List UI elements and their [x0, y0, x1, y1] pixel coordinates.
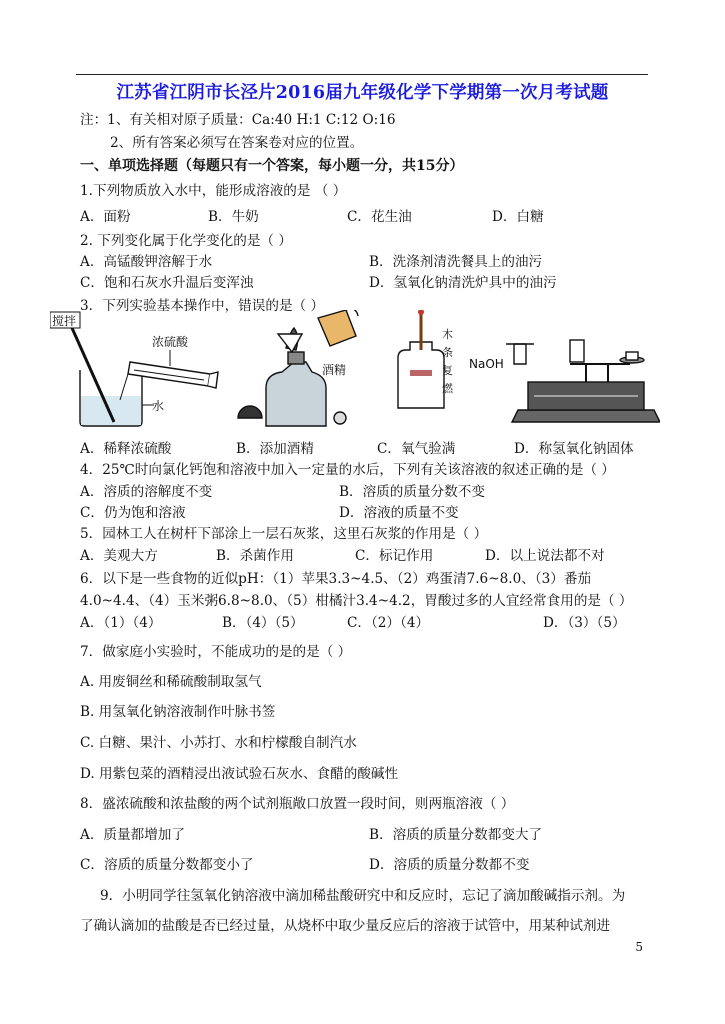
question-3-option-b: B．添加酒精	[236, 441, 314, 457]
figure-d-naoh-label: NaOH	[469, 357, 504, 371]
question-3-figures	[50, 310, 660, 435]
question-7-option-d: D. 用紫包菜的酒精浸出液试验石灰水、食醋的酸碱性	[80, 766, 399, 782]
question-4-option-d: D．溶液的质量不变	[339, 505, 459, 521]
lab-operations-illustration	[50, 310, 660, 435]
figure-a-acid-label: 浓硫酸	[152, 335, 189, 349]
question-6-option-d: D．（3）（5）	[543, 615, 626, 631]
question-2-option-b: B．洗涤剂清洗餐具上的油污	[369, 254, 543, 270]
question-9-line-2: 了确认滴加的盐酸是否已经过量，从烧杯中取少量反应后的溶液于试管中，用某种试剂进	[80, 918, 611, 934]
question-7-option-b: B. 用氢氧化钠溶液制作叶脉书签	[80, 704, 276, 720]
question-3-stem: 3．下列实验基本操作中，错误的是（ ）	[80, 298, 325, 314]
question-8-option-c: C．溶质的质量分数都变小了	[80, 857, 254, 873]
question-5-option-b: B．杀菌作用	[216, 548, 294, 564]
figure-a-stir-label: 搅拌	[52, 314, 77, 328]
question-6-option-a: A．（1）（4）	[80, 615, 162, 631]
question-6-option-c: C．（2）（4）	[347, 615, 430, 631]
question-1-option-c: C．花生油	[347, 209, 412, 225]
question-8-stem: 8．盛浓硫酸和浓盐酸的两个试剂瓶敞口放置一段时间，则两瓶溶液（ ）	[80, 796, 515, 812]
question-4-option-c: C．仍为饱和溶液	[80, 505, 186, 521]
question-6-stem-line-2: 4.0~4.4、（4）玉米粥6.8~8.0、（5）柑橘汁3.4~4.2，胃酸过多的人宜经常食用的是（ ）	[80, 593, 633, 609]
question-3-option-c: C．氧气验满	[377, 441, 456, 457]
figure-c-label-1: 木	[442, 328, 453, 341]
figure-a-dilution	[72, 328, 218, 426]
question-8-option-b: B．溶质的质量分数都变大了	[369, 827, 543, 843]
question-3-option-a: A．稀释浓硫酸	[80, 441, 172, 457]
question-8-option-a: A．质量都增加了	[80, 827, 185, 843]
question-2-option-c: C．饱和石灰水升温后变浑浊	[80, 275, 254, 291]
question-4-option-a: A．溶质的溶解度不变	[80, 484, 213, 500]
figure-c-label-3: 复	[442, 364, 453, 377]
question-2-option-d: D．氢氧化钠清洗炉具中的油污	[369, 275, 557, 291]
question-9-line-1: 9．小明同学往氢氧化钠溶液中滴加稀盐酸研究中和反应时，忘记了滴加酸碱指示剂。为	[100, 888, 626, 904]
note-line-2: 2、所有答案必须写在答案卷对应的位置。	[110, 135, 364, 151]
question-5-option-d: D．以上说法都不对	[485, 548, 605, 564]
page-number: 5	[635, 940, 643, 954]
figure-c-oxygen-bottle	[398, 310, 444, 408]
question-7-stem: 7．做家庭小实验时，不能成功的是的是（ ）	[80, 644, 352, 660]
question-6-stem-line-1: 6．以下是一些食物的近似pH：（1）苹果3.3~4.5、（2）鸡蛋清7.6~8.0、（3）番茄	[80, 571, 592, 587]
question-5-stem: 5．园林工人在树杆下部涂上一层石灰浆，这里石灰浆的作用是（ ）	[80, 526, 488, 542]
figure-a-water-label: 水	[152, 399, 165, 413]
figure-b-alcohol-label: 酒精	[322, 363, 347, 377]
question-1-option-a: A．面粉	[80, 209, 131, 225]
figure-c-label-2: 条	[442, 346, 453, 359]
question-2-option-a: A．高锰酸钾溶解于水	[80, 254, 213, 270]
question-6-option-b: B．（4）（5）	[222, 615, 304, 631]
question-1-option-b: B．牛奶	[208, 209, 259, 225]
section-heading: 一、单项选择题（每题只有一个答案，每小题一分，共15分）	[80, 158, 464, 174]
question-7-option-c: C. 白糖、果汁、小苏打、水和柠檬酸自制汽水	[80, 735, 357, 751]
question-5-option-c: C．标记作用	[355, 548, 434, 564]
question-2-stem: 2. 下列变化属于化学变化的是（ ）	[80, 233, 292, 249]
figure-c-label-4: 燃	[442, 382, 453, 395]
note-line-1: 注：1、有关相对原子质量：Ca:40 H:1 C:12 O:16	[80, 112, 396, 128]
question-4-option-b: B．溶质的质量分数不变	[339, 484, 485, 500]
figure-d-balance	[506, 340, 660, 422]
question-4-stem: 4．25℃时向氯化钙饱和溶液中加入一定量的水后，下列有关该溶液的叙述正确的是（ ）	[80, 462, 615, 478]
question-8-option-d: D．溶质的质量分数都不变	[369, 857, 530, 873]
question-1-option-d: D．白糖	[492, 209, 544, 225]
question-5-option-a: A．美观大方	[80, 548, 158, 564]
question-7-option-a: A. 用废铜丝和稀硫酸制取氢气	[80, 674, 262, 690]
question-1-stem: 1.下列物质放入水中，能形成溶液的是 （ ）	[80, 183, 347, 199]
header-rule	[76, 74, 648, 75]
question-3-option-d: D．称氢氧化钠固体	[514, 441, 634, 457]
page-title: 江苏省江阴市长泾片2016届九年级化学下学期第一次月考试题	[116, 83, 609, 103]
